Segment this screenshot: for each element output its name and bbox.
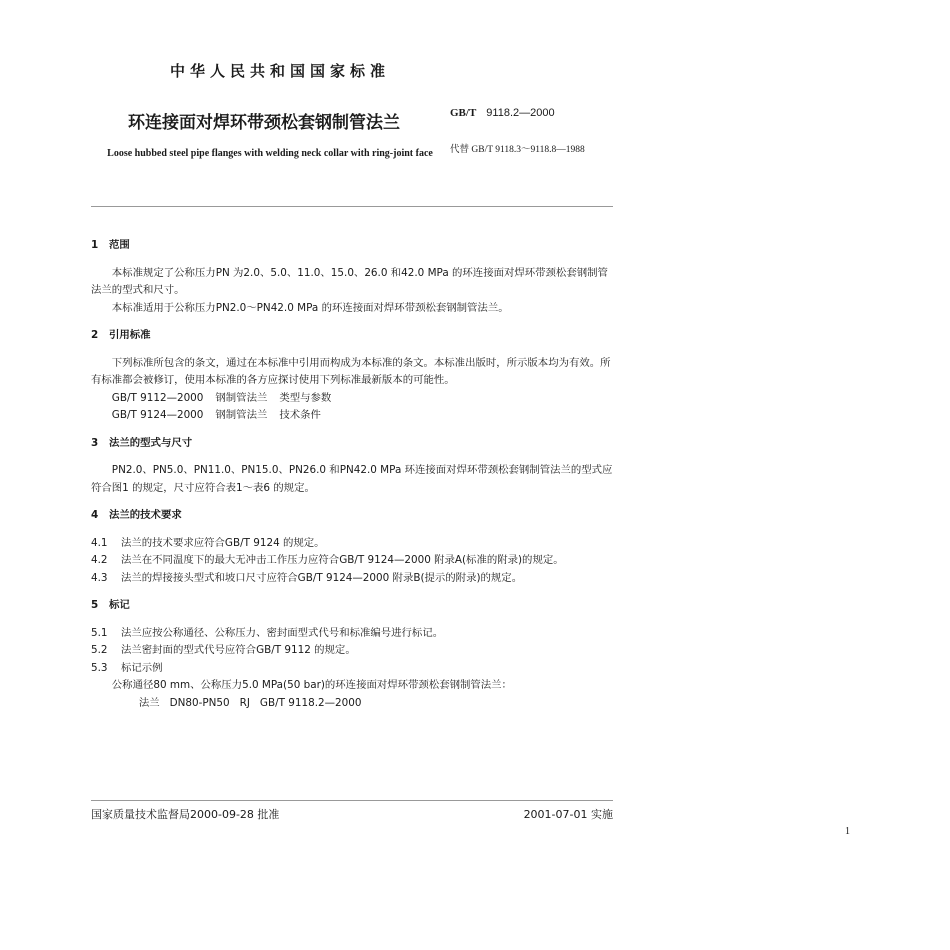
section-1-paragraph-2: 本标准适用于公称压力PN2.0～PN42.0 MPa 的环连接面对焊环带颈松套钢制管法兰。 xyxy=(111,301,509,314)
marking-example-description: 公称通径80 mm、公称压力5.0 MPa(50 bar)的环连接面对焊环带颈松套钢制管法兰： xyxy=(111,679,512,691)
section-1-heading: 1 范围 xyxy=(91,239,130,251)
reference-1: GB/T 9112—2000 钢制管法兰 类型与参数 xyxy=(111,391,332,404)
clause-5-2: 5.2 法兰密封面的型式代号应符合GB/T 9112 的规定。 xyxy=(91,644,356,656)
section-4-heading: 4 法兰的技术要求 xyxy=(91,509,182,521)
section-2-paragraph-1: 下列标准所包含的条文，通过在本标准中引用而构成为本标准的条文。本标准出版时，所示版本均为有效。所有标准都会被修订，使用本标准的各方应探讨使用下列标准最新版本的可能性。 xyxy=(91,356,611,386)
clause-5-3: 5.3 标记示例 xyxy=(91,661,163,674)
document-body xyxy=(91,237,616,712)
marking-example: 法兰 DN80-PN50 RJ GB/T 9118.2—2000 xyxy=(138,696,362,709)
footer-divider xyxy=(91,800,613,801)
clause-4-3: 4.3 法兰的焊接接头型式和坡口尺寸应符合GB/T 9124—2000 附录B(提示的附录)的规定。 xyxy=(91,571,523,584)
section-1-paragraph-1: 本标准规定了公称压力PN 为2.0、5.0、11.0、15.0、26.0 和42.0 MPa 的环连接面对焊环带颈松套钢制管法兰的型式和尺寸。 xyxy=(91,266,608,296)
document-title-en: Loose hubbed steel pipe flanges with welding neck collar with ring-joint face xyxy=(107,148,433,159)
effective-date: 2001-07-01 实施 xyxy=(523,808,613,821)
standard-prefix: GB/T xyxy=(450,107,477,119)
standard-number xyxy=(450,107,555,119)
header-divider xyxy=(91,206,613,207)
clause-5-1: 5.1 法兰应按公称通径、公称压力、密封面型式代号和标准编号进行标记。 xyxy=(91,626,444,639)
section-2-heading: 2 引用标准 xyxy=(91,329,151,341)
standard-code: 9118.2—2000 xyxy=(486,107,555,119)
clause-4-2: 4.2 法兰在不同温度下的最大无冲击工作压力应符合GB/T 9124—2000 附录A(标准的附录)的规定。 xyxy=(91,554,564,566)
approval-date: 国家质量技术监督局2000-09-28 批准 xyxy=(91,808,280,821)
section-3-heading: 3 法兰的型式与尺寸 xyxy=(91,436,193,449)
section-5-heading: 5 标记 xyxy=(91,599,130,611)
replaces-standard: 代替 GB/T 9118.3～9118.8—1988 xyxy=(450,145,585,155)
national-standard-heading: 中华人民共和国国家标准 xyxy=(170,62,391,80)
reference-2: GB/T 9124—2000 钢制管法兰 技术条件 xyxy=(111,409,321,421)
section-3-paragraph-1: PN2.0、PN5.0、PN11.0、PN15.0、PN26.0 和PN42.0 MPa 环连接面对焊环带颈松套钢制管法兰的型式应符合图1 的规定，尺寸应符合表1～表6 的规定。 xyxy=(91,464,613,494)
document-title-cn: 环连接面对焊环带颈松套钢制管法兰 xyxy=(128,113,400,133)
page-number: 1 xyxy=(845,826,850,837)
clause-4-1: 4.1 法兰的技术要求应符合GB/T 9124 的规定。 xyxy=(91,536,325,549)
